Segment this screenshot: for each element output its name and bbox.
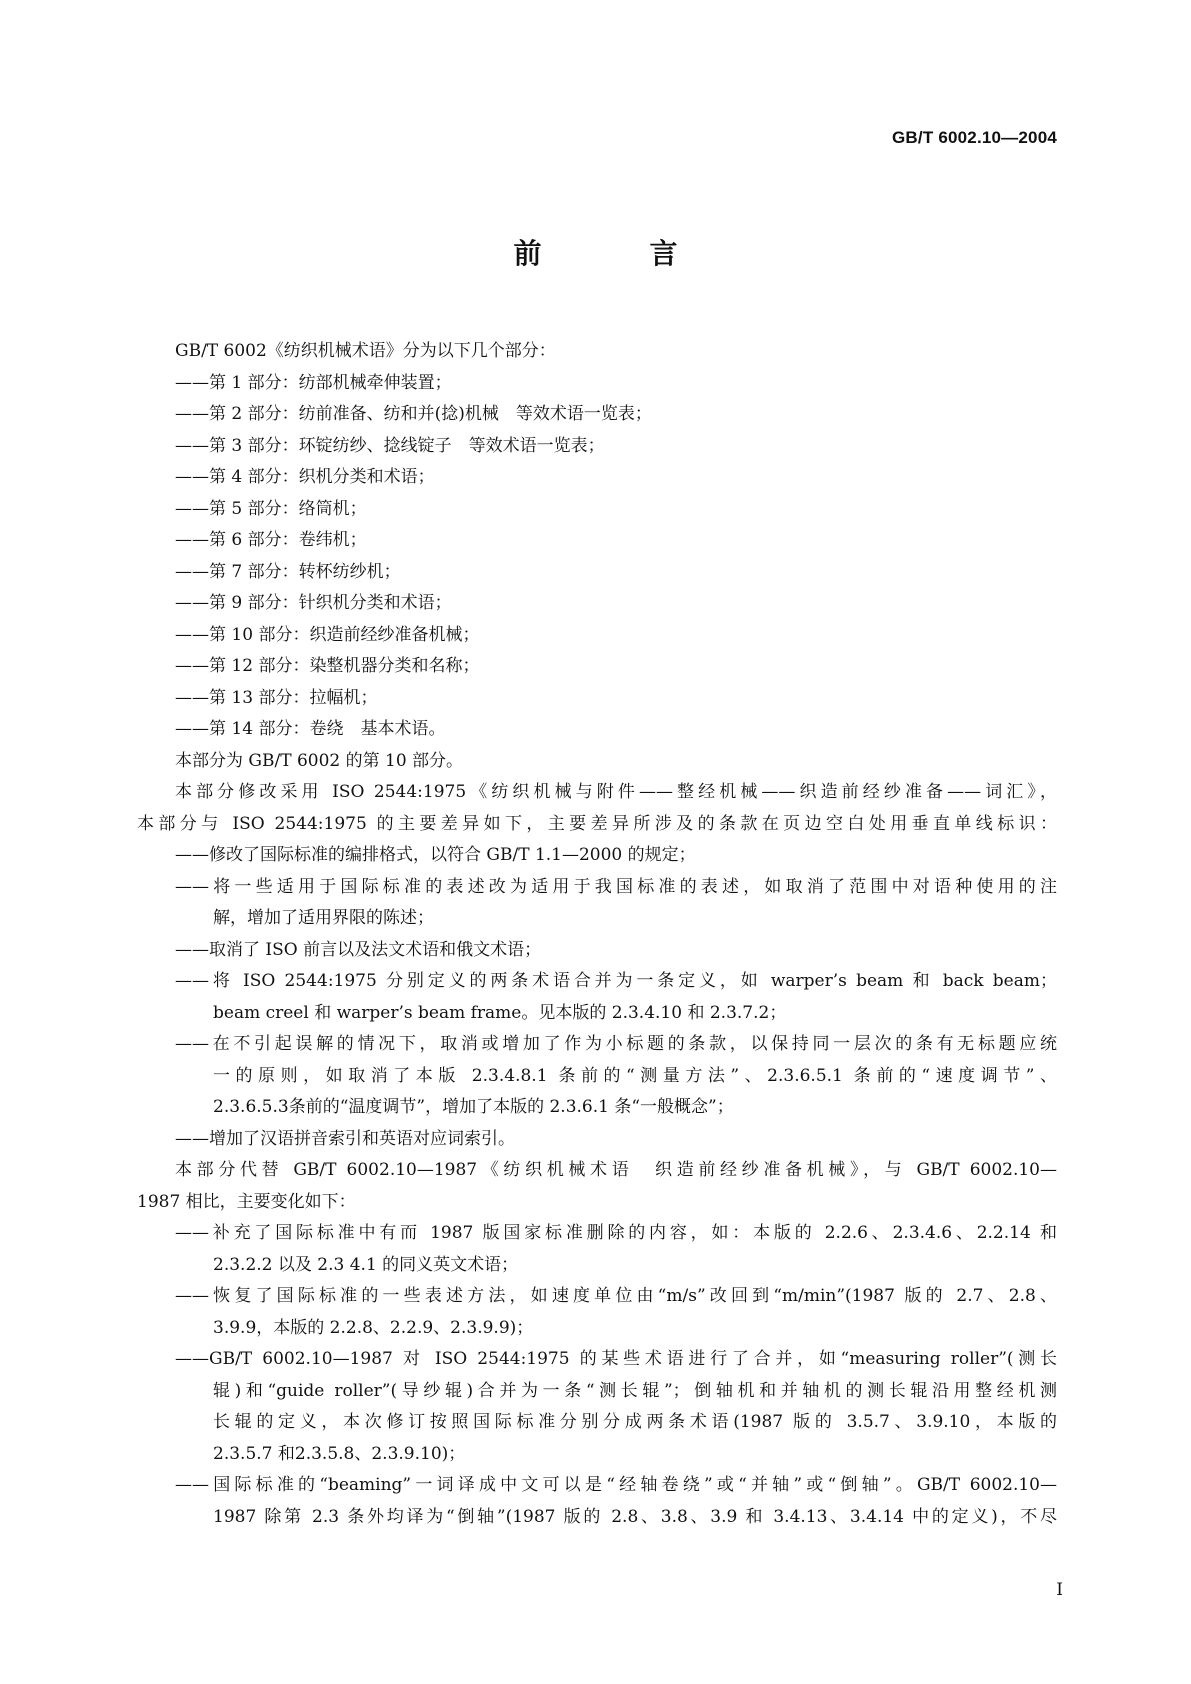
text-line: 2.3.2.2 以及 2.3 4.1 的同义英文术语； [213,1254,519,1275]
text-line: ——第 14 部分：卷绕 基本术语。 [175,719,446,739]
text-line: 解，增加了适用界限的陈述； [213,908,434,928]
text-line: ——修改了国际标准的编排格式，以符合 GB/T 1.1—2000 的规定； [175,845,696,865]
text-line: ——第 2 部分：纺前准备、纺和并(捻)机械 等效术语一览表； [175,404,652,424]
text-line: 本部分为 GB/T 6002 的第 10 部分。 [175,750,464,771]
text-line: 1987 除第 2.3 条外均译为“倒轴”(1987 版的 2.8、3.8、3.9 和 3.4.13、3.4.14 中的定义)，不尽 [213,1506,1057,1527]
text-line: ——第 13 部分：拉幅机； [175,687,378,708]
text-line: 1987 相比，主要变化如下： [137,1191,356,1212]
text-line: ——将 ISO 2544:1975 分别定义的两条术语合并为一条定义，如 warper’s beam 和 back beam； [175,971,1057,991]
text-line: ——取消了 ISO 前言以及法文术语和俄文术语； [175,939,542,960]
page-title: 前 言 [513,237,718,270]
text-line: ——第 9 部分：针织机分类和术语； [175,593,452,613]
text-line: 2.3.6.5.3条前的“温度调节”，增加了本版的 2.3.6.1 条“一般概念”； [213,1097,734,1117]
text-line: ——第 1 部分：纺部机械牵伸装置； [175,372,452,393]
text-line: 一的原则，如取消了本版 2.3.4.8.1 条前的“测量方法”、2.3.6.5.1 条前的“速度调节”、 [213,1065,1057,1086]
foreword-body [137,336,1057,1533]
text-line: 本部分修改采用 ISO 2544:1975《纺织机械与附件——整经机械——织造前经纱准备——词汇》， [175,782,1057,802]
text-line: 3.9.9，本版的 2.2.8、2.2.9、2.3.9.9)； [213,1317,534,1338]
text-line: ——国际标准的“beaming”一词译成中文可以是“经轴卷绕”或“并轴”或“倒轴”。GB/T 6002.10— [175,1475,1057,1495]
text-line: ——在不引起误解的情况下，取消或增加了作为小标题的条款，以保持同一层次的条有无标题应统 [175,1034,1057,1054]
text-line: ——将一些适用于国际标准的表述改为适用于我国标准的表述，如取消了范围中对语种使用的注 [175,876,1057,897]
text-line: ——第 12 部分：染整机器分类和名称； [175,656,480,676]
standard-code: GB/T 6002.10—2004 [892,128,1057,147]
text-line: ——第 6 部分：卷纬机； [175,530,367,550]
text-line: ——第 10 部分：织造前经纱准备机械； [175,624,480,645]
text-line: ——第 7 部分：转杯纺纱机； [175,561,401,582]
text-line: GB/T 6002《纺织机械术语》分为以下几个部分： [175,341,556,361]
text-line: ——恢复了国际标准的一些表述方法，如速度单位由“m/s”改回到“m/min”(1987 版的 2.7、2.8、 [175,1286,1057,1306]
text-line: ——第 3 部分：环锭纺纱、捻线锭子 等效术语一览表； [175,435,605,456]
text-line: ——补充了国际标准中有而 1987 版国家标准删除的内容，如：本版的 2.2.6、2.3.4.6、2.2.14 和 [175,1223,1057,1243]
text-line: 本部分与 ISO 2544:1975 的主要差异如下，主要差异所涉及的条款在页边空白处用垂直单线标识： [137,813,1057,834]
text-line: 辊)和“guide roller”(导纱辊)合并为一条“测长辊”；倒轴机和并轴机的测长辊沿用整经机测 [213,1380,1057,1401]
text-line: 本部分代替 GB/T 6002.10—1987《纺织机械术语 织造前经纱准备机械》，与 GB/T 6002.10— [175,1160,1057,1180]
text-line: ——第 5 部分：络筒机； [175,498,367,519]
page-number: I [1056,1580,1063,1600]
text-line: ——GB/T 6002.10—1987 对 ISO 2544:1975 的某些术语进行了合并，如“measuring roller”(测长 [175,1349,1057,1369]
text-line: beam creel 和 warper’s beam frame。见本版的 2.3.4.10 和 2.3.7.2； [213,1002,787,1023]
text-line: 长辊的定义，本次修订按照国际标准分别分成两条术语(1987 版的 3.5.7、3.9.10，本版的 [213,1412,1057,1432]
text-line: 2.3.5.7 和2.3.5.8、2.3.9.10)； [213,1443,466,1464]
text-line: ——第 4 部分：织机分类和术语； [175,467,435,487]
text-line: ——增加了汉语拼音索引和英语对应词索引。 [175,1128,515,1149]
